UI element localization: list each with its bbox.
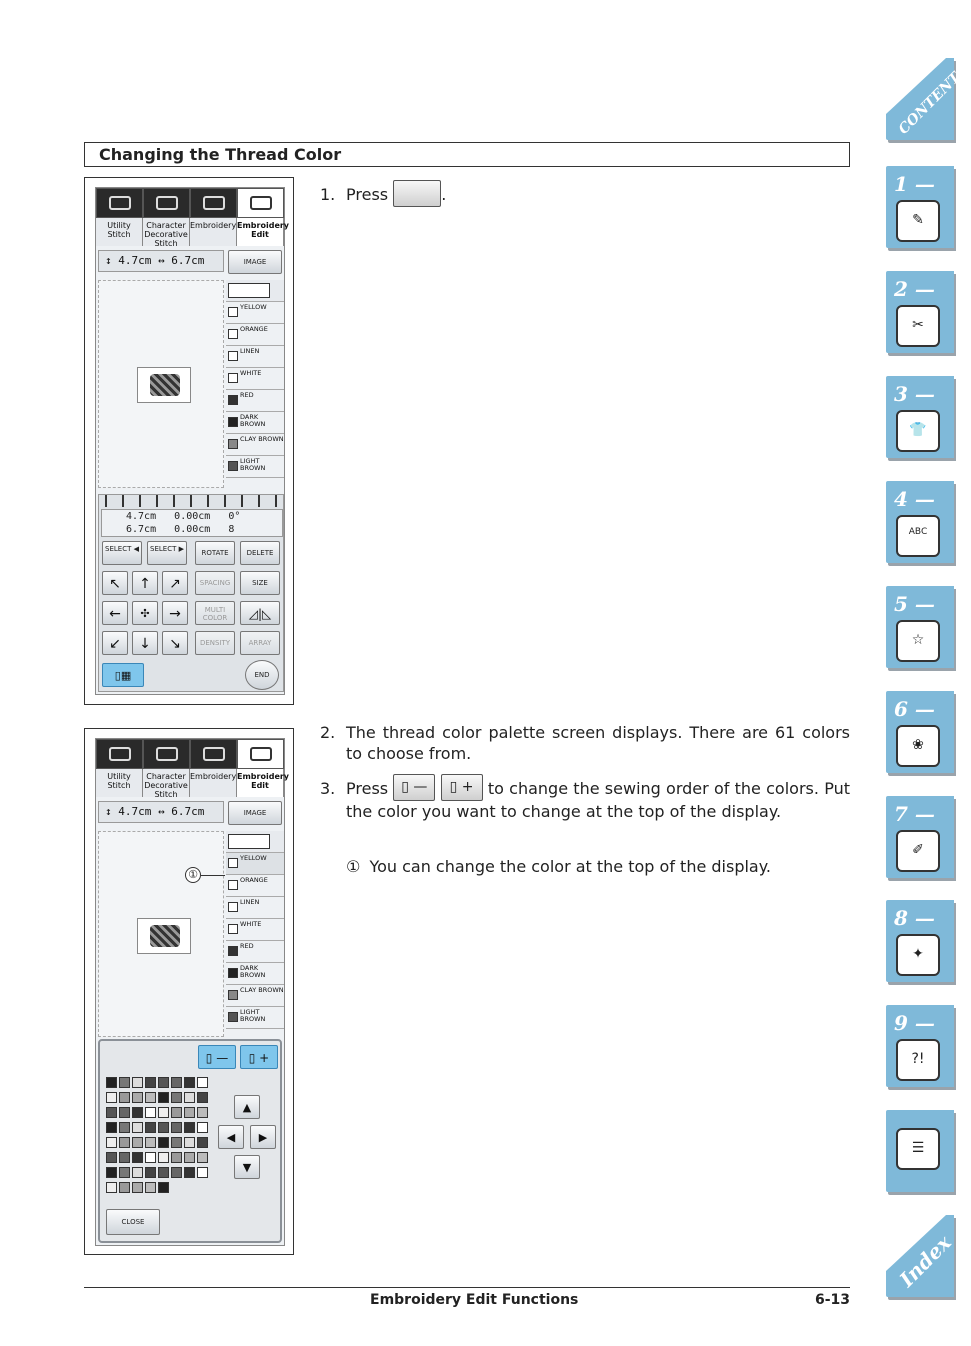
swatch [228, 924, 238, 934]
palette-swatch[interactable] [132, 1182, 143, 1193]
character-tab-icon[interactable] [143, 739, 190, 769]
palette-swatch[interactable] [132, 1077, 143, 1088]
palette-swatch[interactable] [106, 1167, 117, 1178]
palette-swatch[interactable] [197, 1092, 208, 1103]
palette-swatch[interactable] [106, 1137, 117, 1148]
machine-troubleshoot-icon: ?! [896, 1039, 940, 1081]
design-preview [98, 280, 224, 488]
palette-swatch[interactable] [184, 1122, 195, 1133]
palette-swatch[interactable] [184, 1092, 195, 1103]
readout-mid: 0.00cm [174, 524, 211, 535]
spool-minus-button-icon: ▯ — [393, 774, 435, 801]
sewing-machine-icon: ✎ [896, 200, 940, 242]
side-tab-label: 8 — [894, 906, 935, 930]
palette-swatch[interactable] [119, 1182, 130, 1193]
side-tab-label: 3 — [894, 382, 935, 406]
color-item[interactable] [226, 963, 284, 985]
palette-swatch[interactable] [158, 1137, 169, 1148]
swatch [228, 395, 238, 405]
screen-tabs [96, 188, 290, 248]
thread-color-button[interactable] [102, 663, 144, 687]
palette-swatch[interactable] [184, 1137, 195, 1148]
spool-minus-icon: ▯ — [205, 1051, 229, 1065]
palette-swatch[interactable] [132, 1137, 143, 1148]
palette-swatch[interactable] [197, 1152, 208, 1163]
scroll-left-button[interactable] [218, 1125, 244, 1149]
arrow-right-icon: → [169, 606, 181, 622]
scroll-right-button[interactable] [250, 1125, 276, 1149]
readout-row [126, 510, 282, 523]
side-tab-chapter-8[interactable] [886, 900, 954, 982]
swatch [228, 417, 238, 427]
palette-swatch[interactable] [106, 1077, 117, 1088]
embroidery-tab-icon[interactable] [190, 739, 237, 769]
frame-icons-row [226, 831, 284, 853]
side-tab-chapter-3[interactable] [886, 376, 954, 458]
palette-swatch[interactable] [171, 1107, 182, 1118]
thread-palette-panel [98, 1039, 282, 1243]
color-label: YELLOW [240, 854, 267, 862]
palette-swatch[interactable] [171, 1137, 182, 1148]
shirt-abc-icon: ABC [896, 515, 940, 557]
palette-swatch[interactable] [145, 1182, 156, 1193]
edit-control-panel [98, 494, 284, 692]
embroidery-tab-icon[interactable] [190, 188, 237, 218]
palette-swatch[interactable] [158, 1107, 169, 1118]
design-thumbnail [137, 918, 191, 954]
palette-swatch[interactable] [171, 1152, 182, 1163]
shirt-tools-icon: ✐ [896, 830, 940, 872]
side-tab-label: 2 — [894, 277, 935, 301]
color-item[interactable] [226, 434, 284, 456]
tab-utility-stitch[interactable]: Utility Stitch [96, 769, 143, 797]
readout-left: 6.7cm [126, 524, 157, 535]
palette-swatch[interactable] [145, 1152, 156, 1163]
size-readout: ↕ 4.7cm ↔ 6.7cm [98, 801, 224, 823]
section-heading [84, 142, 850, 167]
side-tab-label: 5 — [894, 592, 935, 616]
mirror-icon: ◿|◺ [248, 607, 272, 621]
palette-swatch[interactable] [158, 1077, 169, 1088]
readout-left: 4.7cm [126, 511, 157, 522]
callout-leader [201, 875, 225, 876]
swatch [228, 990, 238, 1000]
machine-maintenance-icon: ✦ [896, 934, 940, 976]
design-thumbnail [137, 367, 191, 403]
swatch [228, 880, 238, 890]
color-label: RED [240, 391, 254, 399]
order-down-button[interactable] [240, 1045, 278, 1069]
side-tab-chapter-7[interactable] [886, 796, 954, 878]
note-marker: ① [346, 857, 361, 876]
color-item-selected[interactable] [226, 853, 284, 875]
embroidery-frame-icon: ☆ [896, 620, 940, 662]
readout-right: 8 [228, 524, 235, 535]
color-item[interactable] [226, 985, 284, 1007]
step-text: The thread color palette screen displays. There are 61 colors to choose from. [346, 723, 850, 763]
readout-mid: 0.00cm [174, 511, 211, 522]
needle-ruler [105, 495, 279, 507]
palette-swatch[interactable] [106, 1182, 117, 1193]
color-label: DARK BROWN [240, 413, 266, 428]
palette-swatch[interactable] [119, 1152, 130, 1163]
palette-swatch[interactable] [197, 1107, 208, 1118]
multi-color-button[interactable]: MULTI COLOR [195, 601, 235, 625]
palette-swatch[interactable] [184, 1152, 195, 1163]
scroll-down-button[interactable] [234, 1155, 260, 1179]
side-tab-chapter-2[interactable] [886, 271, 954, 353]
density-button[interactable]: DENSITY [195, 631, 235, 655]
select-next-button[interactable]: SELECT ▶ [147, 541, 187, 565]
frame-icons-row [226, 280, 284, 302]
callout-marker: ① [185, 867, 201, 883]
palette-swatch[interactable] [197, 1167, 208, 1178]
color-item[interactable] [226, 390, 284, 412]
color-label: ORANGE [240, 876, 268, 884]
palette-swatch[interactable] [197, 1077, 208, 1088]
step-text [346, 184, 446, 207]
color-palette-grid[interactable] [106, 1077, 216, 1201]
side-tab-contents[interactable] [886, 58, 971, 140]
edit-tab-icon[interactable] [237, 739, 284, 769]
size-readout: ↕ 4.7cm ↔ 6.7cm [98, 250, 224, 272]
figure-embroidery-edit-screen [84, 177, 294, 705]
swatch [228, 439, 238, 449]
tab-embroidery[interactable]: Embroidery [190, 769, 237, 797]
swatch [228, 307, 238, 317]
color-label: CLAY BROWN [240, 986, 284, 994]
arrow-up-left-icon: ↖ [109, 576, 121, 592]
move-right-button[interactable] [162, 601, 188, 625]
arrow-up-right-icon: ↗ [169, 576, 181, 592]
color-list [226, 831, 284, 1039]
swatch [228, 858, 238, 868]
side-tab-chapter-4[interactable] [886, 481, 954, 563]
color-item[interactable] [226, 919, 284, 941]
color-label: WHITE [240, 920, 262, 928]
move-up-left-button[interactable] [102, 571, 128, 595]
palette-swatch[interactable] [145, 1137, 156, 1148]
character-tab-icon[interactable] [143, 188, 190, 218]
swatch [228, 329, 238, 339]
palette-swatch[interactable] [119, 1137, 130, 1148]
lcd-screen [95, 738, 290, 1246]
tab-character-decorative[interactable]: Character Decorative Stitch [143, 218, 190, 246]
arrow-down-left-icon: ↙ [109, 636, 121, 652]
palette-swatch[interactable] [145, 1092, 156, 1103]
move-down-left-button[interactable] [102, 631, 128, 655]
palette-swatch[interactable] [158, 1167, 169, 1178]
color-label: YELLOW [240, 303, 267, 311]
page-number: 6-13 [814, 1292, 850, 1308]
side-tab-chapter-5[interactable] [886, 586, 954, 668]
color-label: WHITE [240, 369, 262, 377]
spool-plus-icon: ▯ + [248, 1051, 270, 1065]
note [346, 856, 850, 878]
triangle-right-icon: ▶ [258, 1131, 268, 1144]
swatch [228, 946, 238, 956]
palette-swatch[interactable] [145, 1077, 156, 1088]
palette-swatch[interactable] [106, 1152, 117, 1163]
color-label: RED [240, 942, 254, 950]
thread-scissors-icon: ✂ [896, 305, 940, 347]
shirt-design-icon: ❀ [896, 725, 940, 767]
color-item[interactable] [226, 368, 284, 390]
step-number: 3. [320, 779, 336, 798]
array-button[interactable]: ARRAY [240, 631, 280, 655]
documents-icon: ☰ [896, 1128, 940, 1170]
color-item[interactable] [226, 456, 284, 478]
step-text-before: Press [346, 779, 389, 798]
swatch [228, 902, 238, 912]
size-button[interactable]: SIZE [240, 571, 280, 595]
color-item[interactable] [226, 412, 284, 434]
utility-tab-icon[interactable] [96, 188, 143, 218]
swatch [228, 373, 238, 383]
swatch [228, 351, 238, 361]
palette-swatch[interactable] [158, 1152, 169, 1163]
palette-swatch[interactable] [184, 1167, 195, 1178]
design-preview [98, 831, 224, 1037]
color-label: LINEN [240, 898, 260, 906]
select-prev-button[interactable]: SELECT ◀ [102, 541, 142, 565]
arrow-down-right-icon: ↘ [169, 636, 181, 652]
triangle-down-icon: ▼ [242, 1161, 252, 1174]
palette-swatch[interactable] [197, 1137, 208, 1148]
step-text-before: Press [346, 185, 389, 204]
color-label: DARK BROWN [240, 964, 266, 979]
thread-palette-icon: ▯▦ [114, 669, 132, 682]
thread-color-button-icon [393, 180, 441, 207]
arrow-up-icon: ↑ [139, 576, 151, 592]
lcd-screen [95, 187, 290, 695]
move-down-button[interactable] [132, 631, 158, 655]
palette-swatch[interactable] [158, 1182, 169, 1193]
step-number: 1. [320, 185, 336, 204]
tab-embroidery[interactable]: Embroidery [190, 218, 237, 246]
color-label: CLAY BROWN [240, 435, 284, 443]
palette-swatch[interactable] [158, 1092, 169, 1103]
palette-swatch[interactable] [106, 1092, 117, 1103]
side-tab-label: Index [894, 1230, 956, 1292]
order-up-button[interactable] [198, 1045, 236, 1069]
tab-embroidery-edit[interactable]: Embroidery Edit [237, 769, 284, 797]
color-label: ORANGE [240, 325, 268, 333]
palette-swatch[interactable] [197, 1122, 208, 1133]
arrow-left-icon: ← [109, 606, 121, 622]
step-number: 2. [320, 723, 336, 742]
scroll-up-button[interactable] [234, 1095, 260, 1119]
triangle-left-icon: ◀ [226, 1131, 236, 1144]
color-item[interactable] [226, 897, 284, 919]
side-tab-label: 9 — [894, 1011, 935, 1035]
palette-swatch[interactable] [119, 1122, 130, 1133]
section-title: Changing the Thread Color [99, 145, 342, 164]
color-list [226, 280, 284, 488]
step-1 [320, 184, 850, 208]
image-button-label: IMAGE [243, 258, 267, 266]
image-button[interactable] [228, 801, 282, 825]
tab-character-decorative[interactable]: Character Decorative Stitch [143, 769, 190, 797]
palette-swatch[interactable] [132, 1107, 143, 1118]
step-text [346, 778, 850, 822]
footer-title: Embroidery Edit Functions [370, 1292, 579, 1308]
center-icon: ✣ [140, 607, 150, 620]
palette-swatch[interactable] [119, 1077, 130, 1088]
screen-tabs [96, 739, 290, 799]
color-label: LINEN [240, 347, 260, 355]
palette-swatch[interactable] [158, 1122, 169, 1133]
frame-icons [228, 834, 270, 849]
spacing-button[interactable]: SPACING [195, 571, 235, 595]
palette-swatch[interactable] [145, 1167, 156, 1178]
step-text-after: to change the sewing order of the colors. Put the color you want to change at the top of the display. [346, 779, 850, 821]
image-button[interactable] [228, 250, 282, 274]
footer-rule [84, 1287, 850, 1288]
swatch [228, 461, 238, 471]
color-item[interactable] [226, 302, 284, 324]
color-item[interactable] [226, 875, 284, 897]
color-item[interactable] [226, 941, 284, 963]
palette-swatch[interactable] [119, 1107, 130, 1118]
side-tab-label: 7 — [894, 802, 935, 826]
palette-swatch[interactable] [132, 1167, 143, 1178]
palette-swatch[interactable] [119, 1167, 130, 1178]
move-down-right-button[interactable] [162, 631, 188, 655]
palette-swatch[interactable] [119, 1092, 130, 1103]
color-item[interactable] [226, 346, 284, 368]
step-2 [320, 722, 850, 766]
palette-swatch[interactable] [145, 1107, 156, 1118]
side-tab-label: 1 — [894, 172, 935, 196]
palette-swatch[interactable] [145, 1122, 156, 1133]
delete-button[interactable]: DELETE [240, 541, 280, 565]
side-tab-label: CONTENTS [895, 62, 971, 138]
mirror-button[interactable] [240, 601, 280, 625]
side-tab-label: 4 — [894, 487, 935, 511]
spool-plus-button-icon: ▯ + [441, 774, 483, 801]
palette-swatch[interactable] [171, 1092, 182, 1103]
note-text: You can change the color at the top of the display. [369, 857, 772, 876]
side-tab-label: 6 — [894, 697, 935, 721]
color-item[interactable] [226, 1007, 284, 1029]
palette-swatch[interactable] [171, 1167, 182, 1178]
center-button[interactable] [132, 601, 158, 625]
swatch [228, 968, 238, 978]
palette-swatch[interactable] [132, 1092, 143, 1103]
move-left-button[interactable] [102, 601, 128, 625]
palette-swatch[interactable] [184, 1107, 195, 1118]
side-tab-chapter-1[interactable] [886, 166, 954, 248]
color-item[interactable] [226, 324, 284, 346]
color-label: LIGHT BROWN [240, 457, 266, 472]
step-text-after: . [441, 185, 447, 204]
image-button-label: IMAGE [243, 809, 267, 817]
palette-swatch[interactable] [132, 1122, 143, 1133]
end-button[interactable]: END [245, 660, 279, 690]
close-button[interactable]: CLOSE [106, 1209, 160, 1235]
palette-swatch[interactable] [132, 1152, 143, 1163]
palette-swatch[interactable] [171, 1122, 182, 1133]
figure-thread-palette-screen [84, 728, 294, 1255]
side-tab-index[interactable] [886, 1215, 954, 1297]
tab-utility-stitch[interactable]: Utility Stitch [96, 218, 143, 246]
side-tab-chapter-6[interactable] [886, 691, 954, 773]
tab-embroidery-edit[interactable]: Embroidery Edit [237, 218, 284, 246]
palette-swatch[interactable] [106, 1107, 117, 1118]
move-up-right-button[interactable] [162, 571, 188, 595]
frame-icons [228, 283, 270, 298]
palette-swatch[interactable] [184, 1077, 195, 1088]
triangle-up-icon: ▲ [242, 1101, 252, 1114]
side-tab-documents[interactable] [886, 1110, 954, 1192]
side-tab-chapter-9[interactable] [886, 1005, 954, 1087]
readout-row [126, 523, 282, 536]
utility-tab-icon[interactable] [96, 739, 143, 769]
palette-swatch[interactable] [106, 1122, 117, 1133]
position-readout [101, 509, 283, 537]
move-up-button[interactable] [132, 571, 158, 595]
color-label: LIGHT BROWN [240, 1008, 266, 1023]
readout-right: 0° [228, 511, 241, 522]
palette-swatch[interactable] [171, 1077, 182, 1088]
rotate-button[interactable]: ROTATE [195, 541, 235, 565]
swatch [228, 1012, 238, 1022]
shirt-icon: 👕 [896, 410, 940, 452]
step-3 [320, 778, 850, 828]
edit-tab-icon[interactable] [237, 188, 284, 218]
arrow-down-icon: ↓ [139, 636, 151, 652]
